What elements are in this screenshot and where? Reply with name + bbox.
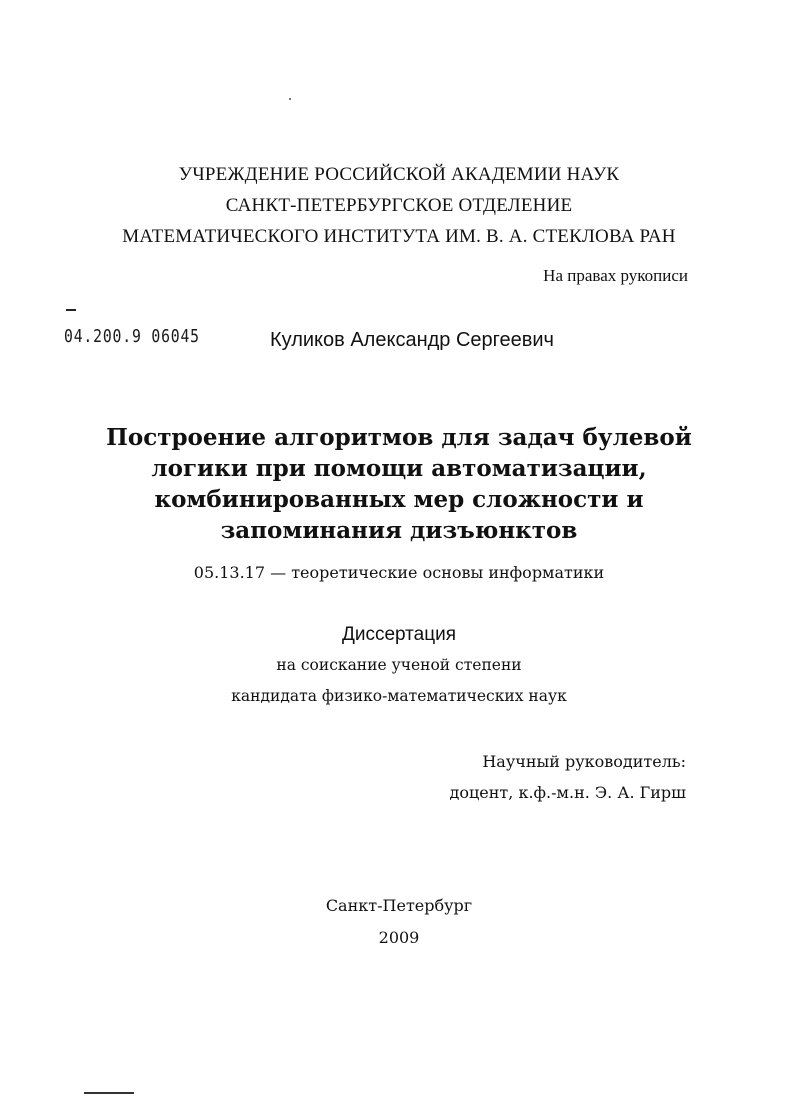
institution-line-3: МАТЕМАТИЧЕСКОГО ИНСТИТУТА ИМ. В. А. СТЕКЛОВА РАН xyxy=(122,226,676,247)
city: Санкт-Петербург xyxy=(325,896,473,915)
degree-line-2: кандидата физико-математических наук xyxy=(231,687,567,705)
institution-line-2: САНКТ-ПЕТЕРБУРГСКОЕ ОТДЕЛЕНИЕ xyxy=(225,195,573,216)
stamp-mark xyxy=(66,309,76,311)
thesis-title-line-1: Построение алгоритмов для задач булевой xyxy=(106,424,692,451)
specialty-code: 05.13.17 — теоретические основы информатики xyxy=(193,563,605,582)
thesis-title-line-4: запоминания дизъюнктов xyxy=(220,517,578,544)
supervisor-label: Научный руководитель: xyxy=(482,752,686,771)
degree-line-1: на соискание ученой степени xyxy=(276,656,522,674)
bottom-rule xyxy=(84,1092,134,1094)
supervisor-name: доцент, к.ф.-м.н. Э. А. Гирш xyxy=(449,783,686,802)
institution-line-1: УЧРЕЖДЕНИЕ РОССИЙСКОЙ АКАДЕМИИ НАУК xyxy=(178,164,620,185)
dissertation-heading: Диссертация xyxy=(341,624,457,645)
author-name: Куликов Александр Сергеевич xyxy=(270,329,554,351)
year: 2009 xyxy=(378,928,420,947)
library-stamp-number: 04.200.9 06045 xyxy=(64,326,200,347)
scan-speck xyxy=(289,98,291,100)
thesis-title-line-3: комбинированных мер сложности и xyxy=(154,486,644,513)
rights-note: На правах рукописи xyxy=(543,266,688,285)
thesis-title-line-2: логики при помощи автоматизации, xyxy=(151,455,647,482)
